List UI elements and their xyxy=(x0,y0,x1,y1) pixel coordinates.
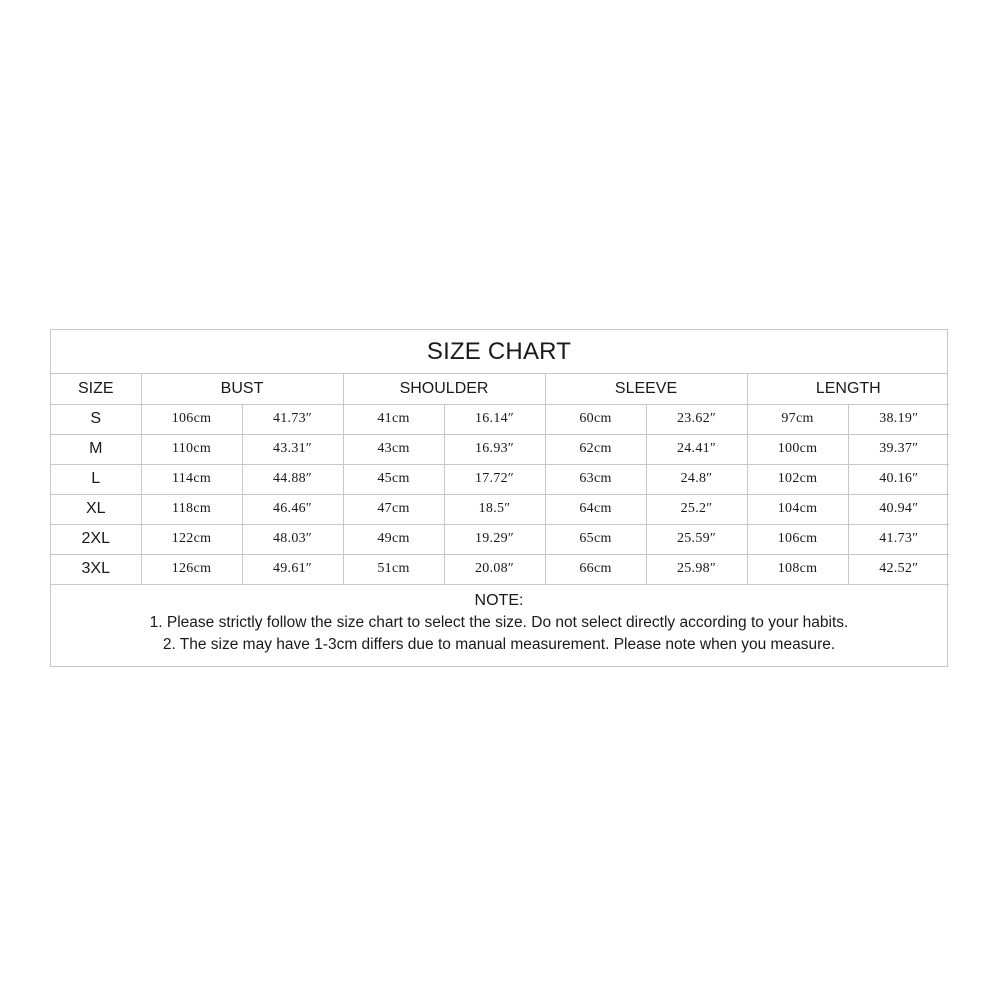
bust-in: 41.73″ xyxy=(242,404,343,434)
shoulder-in: 16.14″ xyxy=(444,404,545,434)
length-cm: 106cm xyxy=(747,524,848,554)
shoulder-cm: 51cm xyxy=(343,554,444,584)
length-cm: 97cm xyxy=(747,404,848,434)
sleeve-in: 24.41″ xyxy=(646,434,747,464)
sleeve-in: 23.62″ xyxy=(646,404,747,434)
bust-cm: 110cm xyxy=(141,434,242,464)
note-line-1: 1. Please strictly follow the size chart to select the size. Do not select directly according to your habits. xyxy=(149,613,849,631)
size-table xyxy=(51,374,949,585)
size-label: S xyxy=(51,404,141,434)
length-in: 38.19″ xyxy=(848,404,949,434)
shoulder-in: 20.08″ xyxy=(444,554,545,584)
sleeve-cm: 65cm xyxy=(545,524,646,554)
bust-cm: 118cm xyxy=(141,494,242,524)
header-sleeve: SLEEVE xyxy=(545,374,747,404)
header-size: SIZE xyxy=(51,374,141,404)
header-shoulder: SHOULDER xyxy=(343,374,545,404)
table-row xyxy=(51,524,949,554)
note-block xyxy=(51,585,947,656)
bust-cm: 106cm xyxy=(141,404,242,434)
sleeve-cm: 66cm xyxy=(545,554,646,584)
shoulder-in: 19.29″ xyxy=(444,524,545,554)
bust-cm: 122cm xyxy=(141,524,242,554)
table-row xyxy=(51,464,949,494)
bust-in: 48.03″ xyxy=(242,524,343,554)
bust-in: 49.61″ xyxy=(242,554,343,584)
length-in: 42.52″ xyxy=(848,554,949,584)
size-label: L xyxy=(51,464,141,494)
bust-in: 46.46″ xyxy=(242,494,343,524)
header-bust: BUST xyxy=(141,374,343,404)
shoulder-in: 16.93″ xyxy=(444,434,545,464)
header-length: LENGTH xyxy=(747,374,949,404)
table-row xyxy=(51,494,949,524)
length-in: 39.37″ xyxy=(848,434,949,464)
shoulder-in: 18.5″ xyxy=(444,494,545,524)
shoulder-cm: 49cm xyxy=(343,524,444,554)
length-cm: 108cm xyxy=(747,554,848,584)
bust-cm: 126cm xyxy=(141,554,242,584)
length-cm: 102cm xyxy=(747,464,848,494)
size-chart xyxy=(50,329,948,667)
length-in: 41.73″ xyxy=(848,524,949,554)
shoulder-cm: 45cm xyxy=(343,464,444,494)
shoulder-cm: 43cm xyxy=(343,434,444,464)
sleeve-cm: 60cm xyxy=(545,404,646,434)
sleeve-cm: 63cm xyxy=(545,464,646,494)
note-line-2: 2. The size may have 1-3cm differs due to manual measurement. Please note when you measure. xyxy=(162,635,836,653)
bust-cm: 114cm xyxy=(141,464,242,494)
table-row xyxy=(51,434,949,464)
length-cm: 104cm xyxy=(747,494,848,524)
shoulder-cm: 47cm xyxy=(343,494,444,524)
sleeve-cm: 62cm xyxy=(545,434,646,464)
bust-in: 43.31″ xyxy=(242,434,343,464)
chart-title: SIZE CHART xyxy=(51,330,947,374)
length-cm: 100cm xyxy=(747,434,848,464)
shoulder-in: 17.72″ xyxy=(444,464,545,494)
sleeve-in: 24.8″ xyxy=(646,464,747,494)
sleeve-in: 25.2″ xyxy=(646,494,747,524)
table-row xyxy=(51,404,949,434)
note-title: NOTE: xyxy=(474,591,524,609)
sleeve-cm: 64cm xyxy=(545,494,646,524)
sleeve-in: 25.98″ xyxy=(646,554,747,584)
bust-in: 44.88″ xyxy=(242,464,343,494)
length-in: 40.16″ xyxy=(848,464,949,494)
length-in: 40.94″ xyxy=(848,494,949,524)
sleeve-in: 25.59″ xyxy=(646,524,747,554)
size-label: M xyxy=(51,434,141,464)
size-label: 3XL xyxy=(51,554,141,584)
header-row xyxy=(51,374,949,404)
size-label: XL xyxy=(51,494,141,524)
shoulder-cm: 41cm xyxy=(343,404,444,434)
table-row xyxy=(51,554,949,584)
size-label: 2XL xyxy=(51,524,141,554)
